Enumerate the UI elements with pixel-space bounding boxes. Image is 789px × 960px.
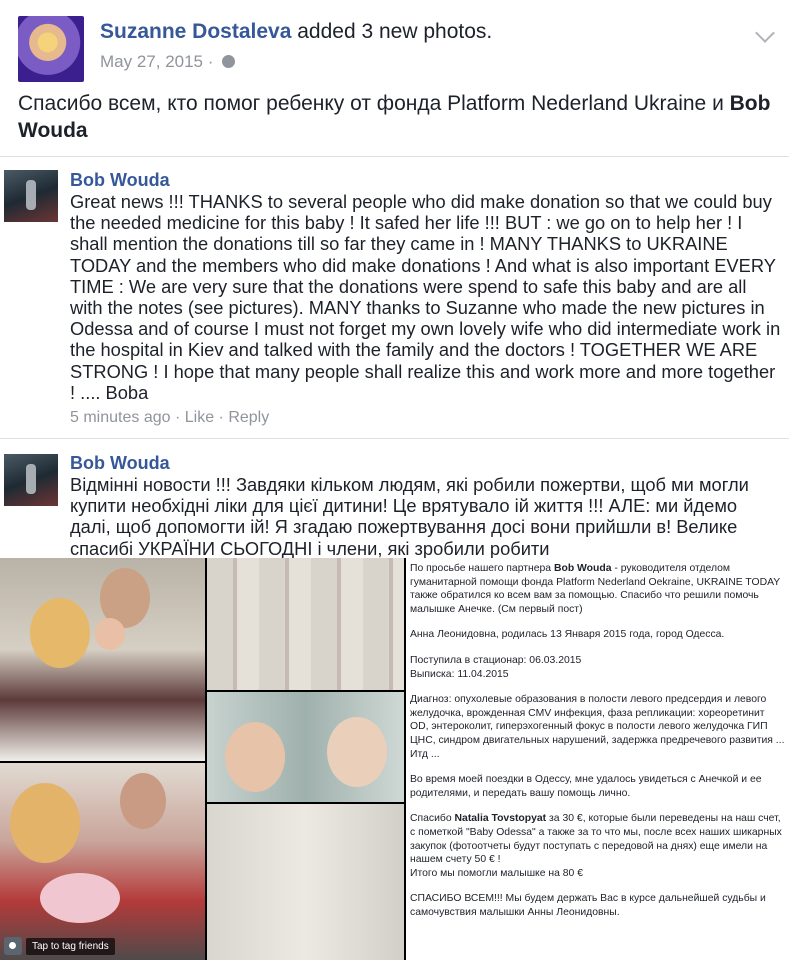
doc-bold-name: Natalia Tovstopyat [454,813,547,825]
photo-detail [10,783,80,863]
commenter-name[interactable]: Bob Wouda [70,453,170,473]
doc-paragraph: СПАСИБО ВСЕМ!!! Мы будем держать Вас в курсе дальнейшей судьбы и самочувствия малышки Анны Леонидовны. [410,893,766,918]
photo-detail [327,717,387,787]
comment-time[interactable]: 5 minutes ago [70,409,171,426]
doc-paragraph: Во время моей поездки в Одессу, мне удалось увидеться с Анечкой и ее родителями, и передать вашу помощь лично. [410,774,762,799]
tagged-user-link[interactable]: Bob Wouda [18,92,771,142]
divider [0,438,789,439]
author-name-link[interactable]: Suzanne Dostaleva [100,20,292,43]
doc-line: Выписка: 11.04.2015 [410,668,509,680]
comment-text: Great news !!! THANKS to several people who did make donation so that we could buy the needed medicine for this baby ! It safed her life !!! BUT : we go on to help her ! I shall mention the donations till so far they came in ! MANY THANKS to UKRAINE TODAY and the members who did make donations ! And what is also important EVERY TIME : We are very sure that the donations were spend to safe this baby and are all with the notes (see pictures). MANY thanks to Suzanne who made the new pictures in Odessa and of course I must not forget my own lovely wife who did intermediate work in the hospital in Kiev and talked with the family and the doctors ! TOGETHER WE ARE STRONG ! I hope that many people shall realize this and work more and more together ! .... Boba [70,191,781,403]
chevron-down-icon[interactable] [755,23,775,43]
post-date[interactable]: May 27, 2015 [100,52,204,71]
post-header [18,16,778,86]
like-link[interactable]: Like [184,409,215,426]
doc-paragraph [410,812,785,880]
tag-friends-label[interactable]: Tap to tag friends [26,938,115,955]
action-separator: · [214,409,229,426]
commenter-avatar[interactable] [4,170,58,222]
doc-paragraph-text: за 30 €, которые были переведены на наш счет, с пометкой "Baby Odessa" а также за то что мы, после всех наших шикарных закупок (фотоотчеты будут поступать с передовой на днях) еще имели на нашем счету 50 € ! [410,813,782,866]
post-action-text: added 3 new photos. [291,20,493,43]
globe-icon [222,55,235,68]
comment-actions [70,409,269,427]
action-separator: · [170,409,185,426]
receipts-photo[interactable] [207,558,404,690]
doc-bold-name: Bob Wouda [553,563,612,574]
photo-detail [40,873,120,923]
doc-line: Поступила в стационар: 06.03.2015 [410,654,582,666]
family-photo-1[interactable] [0,558,205,761]
photo-detail [95,618,125,650]
post-author-line [100,20,492,44]
tag-friends-overlay[interactable] [4,936,115,956]
meta-separator: · [203,52,219,71]
doc-paragraph: Диагноз: опухолевые образования в полости левого предсердия и левого желудочка, врожденная CMV инфекция, фаза репликации: хореоретинит OD, энтероколит, гиперэхогенный фокус в полости левого желудочка ГИП ЦНС, синдром двигательных нарушений, задержка предречевого развития ... Итд ... [410,694,785,760]
post-meta [100,52,235,72]
doc-paragraph-text: Спасибо [410,813,455,825]
photo-collage [0,558,789,960]
fundraising-document [406,558,789,960]
tag-icon[interactable] [4,937,22,955]
doc-paragraph-text: По просьбе нашего партнера [410,563,554,574]
comment [0,166,789,436]
baby-hospital-photo[interactable] [207,692,404,802]
author-avatar[interactable] [18,16,84,82]
photo-detail [225,722,285,792]
post-text-main: Спасибо всем, кто помог ребенку от фонда Platform Nederland Ukraine и [18,92,730,115]
divider [0,156,789,157]
doc-paragraph [410,654,785,681]
comment-text: Відмінні новости !!! Завдяки кільком людям, які робили пожертви, щоб ми могли купити необхідні ліки для цієї дитини! Це врятувало ій життя !!! АЛЕ: ми йдемо далі, щоб допомогти ій! Я згадаю пожертвування досі вони прийшли в! Велике спасибі УКРАЇНИ СЬОГОДНІ і члени, які зробили робити [70,474,749,558]
commenter-avatar[interactable] [4,454,58,506]
doc-line: Итого мы помогли малышке на 80 € [410,867,584,879]
reply-link[interactable]: Reply [228,409,270,426]
doc-paragraph: Анна Леонидовна, родилась 13 Января 2015 года, город Одесса. [410,629,725,641]
photo-detail [120,773,166,829]
commenter-name[interactable]: Bob Wouda [70,170,170,190]
photo-detail [30,598,90,668]
medical-documents-photo[interactable] [207,804,404,960]
post-text [18,90,778,144]
comment [0,448,789,558]
family-photo-2[interactable] [0,763,205,960]
doc-paragraph-text: - руководителя отделом гуманитарной помощи фонда Platform Nederland Oekraine, UKRAINE TODAY также обратился ко всем вам за помощью. Спасибо что решили помочь малышке Анечке. (См первый пост) [410,563,780,615]
doc-paragraph [410,562,785,616]
